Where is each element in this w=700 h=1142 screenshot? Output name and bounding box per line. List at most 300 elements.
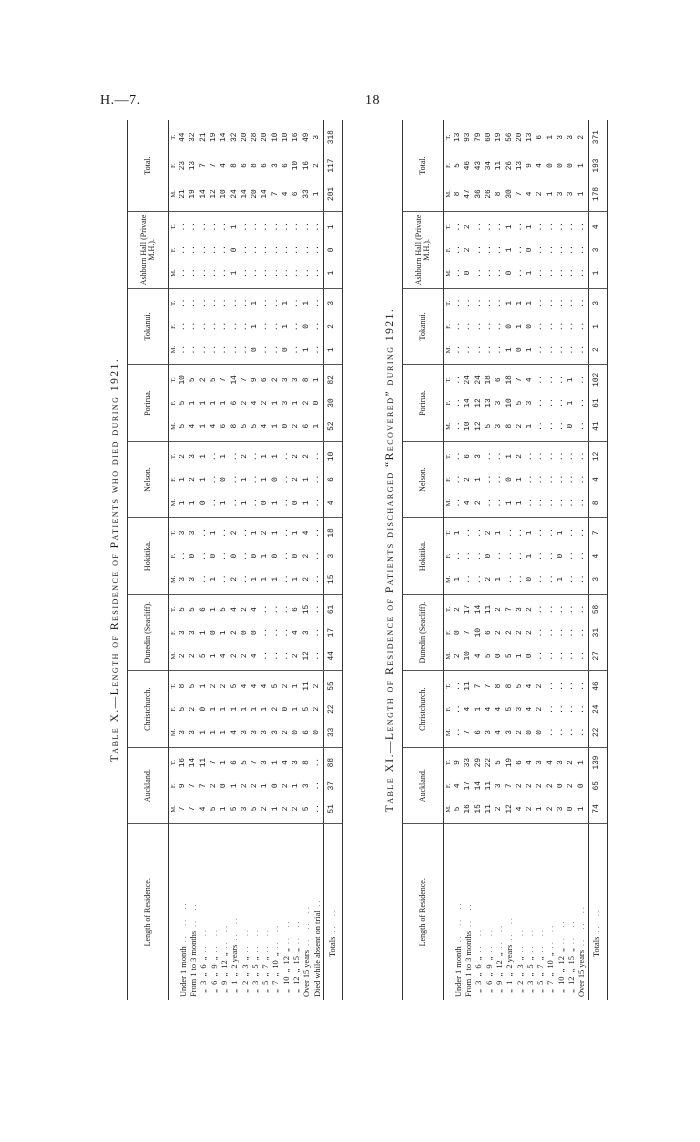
value-f: .. [199,321,208,332]
value-t: .. [546,451,555,462]
value-f: 17 [464,781,473,791]
value-t: 2 [261,530,270,536]
value-m: 1 [454,576,463,582]
value-cell [241,671,251,748]
subhead-label: T. [445,453,453,459]
value-cell [526,671,536,748]
value-m: .. [557,498,566,508]
subhead-label: F. [445,706,453,712]
value-t: 3 [189,454,198,459]
value-f: .. [546,245,555,255]
value-m: 6 [292,191,301,197]
value-m: 2 [495,806,504,812]
value-f: 5 [515,400,524,406]
value-m: 8 [230,423,239,429]
value-m: .. [577,421,586,431]
value-m: 1 [592,270,601,276]
value-m: 8 [454,191,463,197]
value-f: .. [557,474,566,485]
value-cell [210,747,220,824]
value-m: .. [546,727,555,738]
value-cell [302,120,312,212]
value-cell [261,441,271,518]
value-cell [567,747,577,824]
value-f: 4 [292,630,301,635]
value-t: 12 [592,451,601,462]
value-t: 1 [220,454,229,459]
subhead-cell [168,518,179,595]
value-f: .. [302,245,311,255]
value-f: .. [189,245,198,255]
value-cell [557,518,567,595]
value-m: 3 [271,730,280,735]
subhead-label: F. [445,630,453,636]
leader-dots: .. .. [505,916,515,941]
row-label: Over 15 years [577,950,587,997]
subhead-cell [443,212,454,289]
value-f: .. [546,704,555,714]
value-f: 1 [261,477,270,482]
value-f: 0 [526,247,535,253]
value-t: .. [292,222,301,232]
value-t: .. [505,528,514,538]
value-t: 1 [220,760,229,765]
value-t: .. [557,298,566,308]
subhead-label: M. [170,499,178,507]
value-cell [485,441,495,518]
row-label-cell [567,824,577,1000]
row-label: Over 15 years [302,950,312,997]
value-t: 1 [526,300,535,306]
table-row [179,120,189,1000]
institution-name: Hokitika. [417,541,427,572]
institution-header [402,212,443,289]
value-m: 2 [484,576,493,582]
subhead-label: T. [445,134,453,140]
value-f: 8 [230,163,239,168]
value-t: .. [209,222,218,232]
value-m: 1 [526,270,535,276]
row-label: Died while absent on trial [312,910,322,997]
value-m: 5 [251,423,260,429]
value-m: .. [546,421,555,431]
value-f: .. [577,321,586,332]
subhead-label: M. [445,190,453,198]
value-cell [588,288,607,365]
row-label-cell [323,824,342,1000]
value-f: 43 [474,160,483,171]
value-cell [588,212,607,289]
value-m: 6 [474,730,483,735]
value-m: .. [282,574,291,584]
value-f: 5 [505,706,514,712]
row-label-cell [302,824,312,1000]
value-f: .. [567,474,576,485]
value-m: 1 [199,730,208,735]
value-m: 8 [592,500,601,506]
value-f: .. [567,321,576,332]
value-t: 13 [454,132,463,142]
value-t: 2 [209,683,218,689]
value-cell [220,518,230,595]
value-cell [323,441,342,518]
value-f: 0 [209,630,218,635]
value-f: 1 [240,706,249,712]
value-f: 0 [505,477,514,482]
value-cell [313,441,324,518]
value-f: 1 [292,706,301,712]
value-m: .. [546,574,555,584]
value-t: 2 [464,224,473,230]
value-m: 3 [179,576,188,582]
value-m: .. [536,344,545,355]
value-cell [557,671,567,748]
value-t: 2 [577,134,586,140]
value-cell [199,365,209,442]
institution-name: Dunedin (Seacliff). [142,601,152,664]
subhead-label: M. [445,499,453,507]
value-t: .. [474,528,483,538]
value-t: .. [557,681,566,691]
value-m: .. [484,344,493,355]
value-m: 2 [240,653,249,659]
value-f: 2 [189,706,198,712]
value-t: 8 [505,683,514,689]
value-t: .. [577,375,586,385]
value-cell [495,212,505,289]
value-m: 3 [189,576,198,582]
value-f: 0 [557,553,566,559]
value-t: .. [536,528,545,538]
table-x [110,120,355,1000]
subhead-cell [443,120,454,212]
value-t: 4 [240,683,249,689]
value-cell [261,671,271,748]
leader-dots: .. .. [292,919,301,945]
value-cell [220,671,230,748]
subhead-label: T. [445,606,453,613]
value-m: 5 [199,653,208,659]
value-t: 4 [302,530,311,536]
value-t: .. [536,604,545,615]
value-f: 3 [179,630,188,635]
subhead-label: F. [170,400,178,406]
value-t: 1 [199,683,208,689]
value-cell [454,747,464,824]
value-t: 3 [474,454,483,459]
institution-name: Porirua. [142,390,152,416]
value-t: 20 [515,132,524,142]
totals-row [323,120,342,1000]
value-t: .. [495,298,504,308]
value-m: 1 [271,500,280,506]
value-f: .. [557,321,566,332]
value-cell [241,212,251,289]
value-f: .. [515,245,524,255]
value-cell [505,671,515,748]
value-m: 2 [189,653,198,659]
value-m: 10 [220,189,229,199]
value-t: 60 [484,132,493,142]
value-t: 10 [179,375,188,385]
value-f: 2 [240,783,249,789]
value-f: 7 [199,163,208,168]
value-f: 2 [312,163,321,168]
row-label: „ 2 „ 3 „ [515,956,525,997]
leader-dots: .. .. [546,923,556,949]
value-f: .. [577,245,586,255]
value-m: 10 [464,651,473,661]
value-cell [536,671,546,748]
value-t: .. [261,298,270,308]
value-t: .. [220,222,229,232]
row-label: „ 9 „ 12 „ [219,952,229,997]
value-f: .. [577,551,586,561]
value-cell [292,747,302,824]
value-m: .. [495,344,504,355]
value-f: .. [240,245,249,255]
institution-header [402,365,443,442]
leader-dots: .. .. [494,923,504,949]
row-label: „ 1 „ 2 years [230,944,240,997]
value-f: .. [261,245,270,255]
value-cell [189,518,199,595]
value-m: .. [230,344,239,355]
value-f: 0 [220,477,229,482]
table-x-title: Table X.—Length of Residence of Patients who died during 1921. [109,357,121,763]
value-t: 9 [454,760,463,765]
value-f: .. [567,551,576,561]
value-f: 3 [271,163,280,168]
value-m: 8 [505,423,514,429]
value-t: .. [546,222,555,232]
value-t: 2 [199,377,208,383]
row-label-cell [536,824,546,1000]
institution-name: Tokanui. [142,312,152,341]
value-f: 1 [199,400,208,406]
value-m: 12 [505,804,514,814]
value-t: 2 [484,530,493,536]
value-t: 1 [577,760,586,765]
value-t: 28 [251,132,260,142]
value-t: .. [546,604,555,615]
value-f: 7 [464,630,473,635]
value-cell [454,212,464,289]
value-t: 1 [515,300,524,306]
value-cell [495,365,505,442]
value-m: 5 [484,423,493,429]
value-t: .. [536,375,545,385]
value-m: 4 [526,191,535,197]
value-f: 12 [474,398,483,408]
value-m: 47 [464,189,473,199]
value-cell [220,365,230,442]
value-m: 0 [567,423,576,429]
value-t: .. [546,528,555,538]
value-cell [220,441,230,518]
value-cell [577,120,588,212]
value-t: 1 [199,454,208,459]
value-m: 1 [220,806,229,812]
value-f: .. [536,398,545,408]
institution-header [127,518,168,595]
value-cell [251,441,261,518]
totals-row [588,120,607,1000]
value-t: .. [271,604,280,615]
value-cell [251,594,261,671]
value-m: 0 [515,347,524,352]
value-t: .. [577,528,586,538]
value-cell [546,594,556,671]
value-cell [557,212,567,289]
value-cell [454,671,464,748]
value-m: 4 [474,653,483,659]
subhead-cell [168,671,179,748]
value-f: 1 [199,477,208,482]
value-t: 1 [312,377,321,383]
value-t: 5 [495,760,504,765]
row-label: „ 3 „ 5 „ [250,956,260,997]
value-cell [577,288,588,365]
value-m: .. [230,498,239,508]
value-cell [199,594,209,671]
value-m: 1 [495,576,504,582]
value-f: 1 [189,400,198,406]
value-cell [210,212,220,289]
value-m: 1 [179,500,188,506]
subhead-label: T. [170,134,178,140]
value-m: 5 [302,806,311,812]
institution-name: Porirua. [417,390,427,416]
value-cell [292,120,302,212]
value-f: 1 [592,324,601,329]
value-t: 11 [199,757,208,768]
table-row [271,120,281,1000]
value-m: .. [567,651,576,661]
value-f: .. [577,627,586,638]
value-t: 2 [292,454,301,459]
institution-name: Hokitika. [142,541,152,572]
value-t: .. [454,681,463,691]
value-f: 2 [328,324,337,329]
value-m: 14 [261,189,270,199]
value-cell [292,365,302,442]
value-m: .. [240,344,249,355]
leader-dots: .. .. [240,927,250,953]
row-label: „ 7 „ 10 „ [546,952,556,997]
value-f: .. [312,551,321,561]
row-label-cell [557,824,567,1000]
value-m: .. [484,268,493,278]
value-f: 8 [251,163,260,168]
value-t: .. [282,222,291,232]
value-f: 0 [271,783,280,789]
value-cell [536,288,546,365]
value-m: 2 [292,806,301,812]
value-m: 1 [302,347,311,352]
subhead-label: F. [445,247,453,253]
value-f: .. [454,321,463,332]
running-head: H.—7. [100,93,141,108]
leader-dots: .. .. .. [178,901,188,943]
value-cell [526,212,536,289]
value-cell [179,518,189,595]
value-t: 1 [271,530,280,536]
value-t: 13 [526,132,535,142]
value-cell [526,441,536,518]
row-label: „ 7 „ 10 „ [271,952,281,997]
value-t: .. [220,298,229,308]
value-m: .. [292,344,301,355]
subhead-label: M. [170,422,178,430]
value-t: 4 [546,760,555,765]
value-m: 4 [328,500,337,506]
institution-name: Ashburn Hall (Private M.H.). [138,214,156,286]
row-label-cell [189,824,199,1000]
value-cell [302,671,312,748]
value-cell [536,212,546,289]
value-cell [271,288,281,365]
value-t: 10 [282,132,291,142]
value-f: 7 [505,783,514,789]
row-label-cell [546,824,556,1000]
value-m: 1 [220,730,229,735]
value-m: 12 [302,651,311,661]
value-f: 5 [454,163,463,168]
value-m: 3 [592,576,601,582]
institution-header [402,747,443,824]
value-cell [302,518,312,595]
value-cell [464,594,474,671]
value-f: 1 [240,477,249,482]
value-f: .. [484,245,493,255]
value-t: 7 [474,683,483,689]
value-m: 0 [505,270,514,276]
value-cell [313,671,324,748]
value-f: 0 [577,783,586,789]
leader-dots: .. .. [199,927,209,953]
value-cell [577,747,588,824]
value-f: 2 [567,783,576,789]
value-cell [557,365,567,442]
value-m: 2 [292,653,301,659]
value-m: 2 [302,576,311,582]
value-f: 1 [230,783,239,789]
value-cell [199,671,209,748]
value-m: 16 [464,804,473,814]
value-t: 3 [189,530,198,536]
row-label-cell [516,824,526,1000]
value-t: 2 [312,683,321,689]
value-t: 88 [328,757,337,768]
value-t: 21 [199,132,208,142]
value-f: 1 [209,706,218,712]
value-t: .. [312,528,321,538]
leader-dots: .. .. [525,927,535,953]
value-cell [464,747,474,824]
leader-dots: .. .. [567,919,576,945]
table-row [546,120,556,1000]
value-t: 1 [567,377,576,383]
value-cell [189,288,199,365]
value-t: 6 [261,377,270,383]
value-m: .. [546,344,555,355]
value-m: 8 [495,191,504,197]
value-t: 1 [505,300,514,306]
value-m: .. [292,268,301,278]
value-cell [464,288,474,365]
row-label: „ 3 „ 6 „ [474,956,484,997]
